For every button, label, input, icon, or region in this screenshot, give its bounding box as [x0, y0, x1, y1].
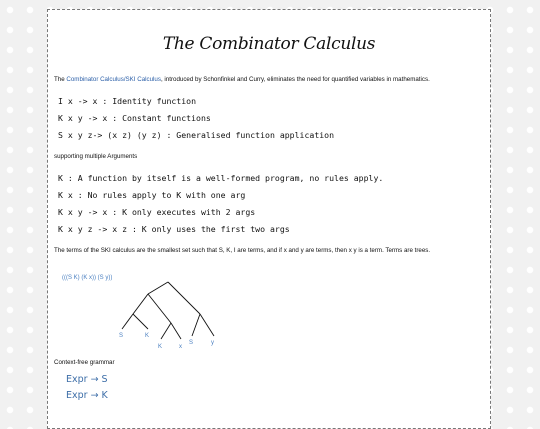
tree-leaf-y: y	[211, 340, 214, 346]
tree-leaf-s2: S	[189, 340, 194, 346]
term-tree-diagram	[48, 276, 248, 356]
grammar-label: Context-free grammar	[54, 359, 115, 366]
k-example-1: K : A function by itself is a well-formed program, no rules apply.	[58, 173, 384, 183]
multiple-args-label: supporting multiple Arguments	[54, 153, 138, 160]
tree-edges	[122, 282, 214, 339]
ski-calculus-link[interactable]: Combinator Calculus/SKI Calculus	[66, 76, 161, 83]
k-example-4: K x y z -> x z : K only uses the first two args	[58, 224, 290, 234]
k-example-2: K x : No rules apply to K with one arg	[58, 190, 246, 200]
intro-prefix: The	[54, 76, 67, 83]
tree-leaf-k2: K	[158, 344, 163, 350]
tree-leaf-s1: S	[119, 333, 124, 339]
intro-paragraph	[54, 76, 430, 83]
tree-leaf-x: x	[179, 344, 182, 350]
rule-generalised: S x y z-> (x z) (y z) : Generalised function application	[58, 130, 335, 140]
k-example-3: K x y -> x : K only executes with 2 args	[58, 207, 256, 217]
terms-paragraph: The terms of the SKI calculus are the smallest set such that S, K, I are terms, and if x and y are terms, then x y is a term. Terms are trees.	[54, 247, 431, 254]
intro-suffix: , introduced by Schonfinkel and Curry, eliminates the need for quantified variables in mathematics.	[160, 76, 430, 83]
grammar-rule-2: Expr → K	[66, 390, 108, 401]
content-panel	[47, 9, 491, 429]
rule-identity: I x -> x : Identity function	[58, 96, 197, 106]
rule-constant: K x y -> x : Constant functions	[58, 113, 211, 123]
tree-expression: (((S K) (K x)) (S y))	[62, 275, 113, 281]
page-title: The Combinator Calculus	[162, 34, 376, 54]
tree-leaf-k1: K	[145, 333, 150, 339]
grammar-rule-1: Expr → S	[66, 374, 108, 385]
